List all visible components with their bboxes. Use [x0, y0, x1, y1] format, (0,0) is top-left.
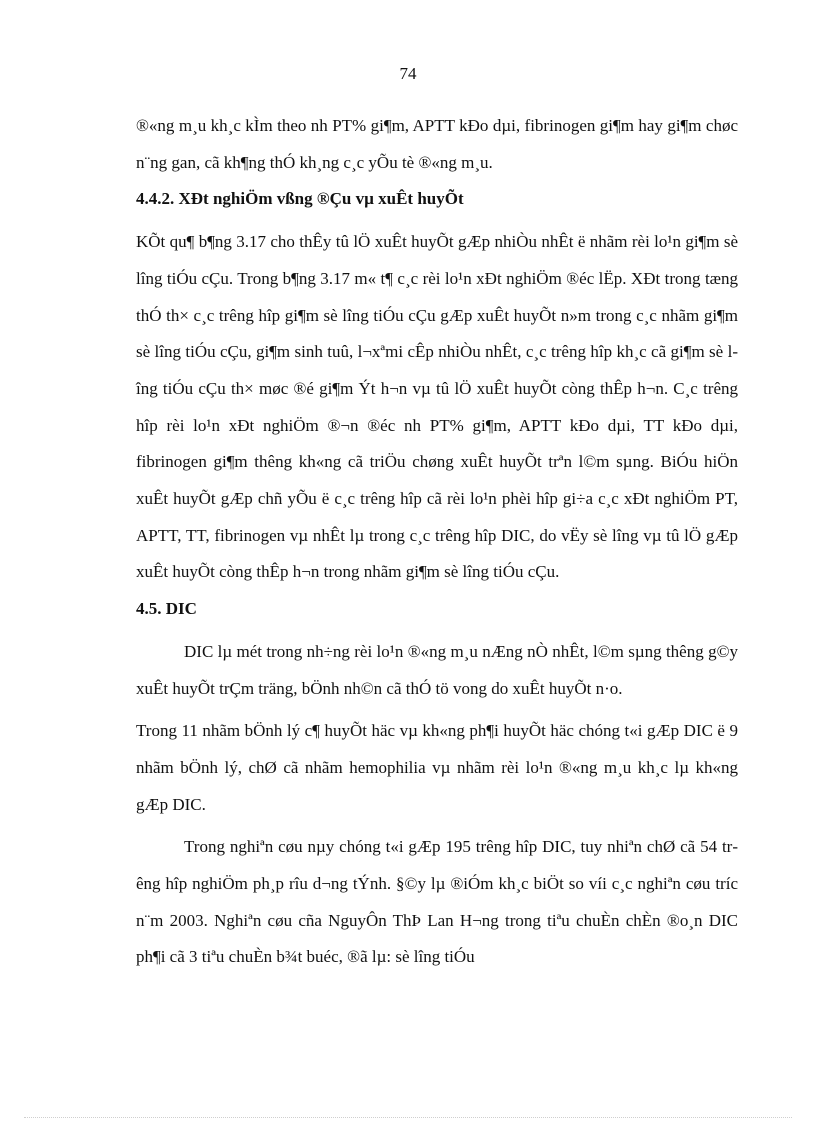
paragraph-dic-intro: DIC lµ mét trong nh÷ng rèi lo¹n ®«ng m¸u nÆng nÒ nhÊt, l©m sµng thêng g©y xuÊt huyÕt trÇm träng, bÖnh nh©n cã thÓ tö vong do xuÊt huyÕt n·o.: [136, 641, 738, 698]
page-number: 74: [399, 64, 417, 83]
page-bottom-rule: [24, 1117, 792, 1118]
paragraph-dic-study: Trong nghiªn cøu nµy chóng t«i gÆp 195 trêng hîp DIC, tuy nhiªn chØ cã 54 trêng hîp nghiÖm ph¸p rîu d¬ng tÝnh. §©y lµ ®iÓm kh¸c biÖt so víi c¸c nghiªn cøu tríc n¨m 2003. Nghiªn cøu cña NguyÔn ThÞ Lan H¬ng trong tiªu chuÈn chÈn ®o¸n DIC ph¶i cã 3 tiªu chuÈn b¾t buéc, ®ã lµ: sè lîng tiÓu: [136, 837, 738, 967]
section-heading-4-5: 4.5. DIC: [136, 599, 197, 619]
paragraph-bleeding-tests: KÕt qu¶ b¶ng 3.17 cho thÊy tû lÖ xuÊt huyÕt gÆp nhiÒu nhÊt ë nhãm rèi lo¹n gi¶m sè lîng tiÓu cÇu. Trong b¶ng 3.17 m« t¶ c¸c rèi lo¹n xÐt nghiÖm ®éc lËp. XÐt trong tæng thÓ th× c¸c trêng hîp gi¶m sè lîng tiÓu cÇu gÆp xuÊt huyÕt n»m trong c¸c nhãm gi¶m sè lîng tiÓu cÇu, gi¶m sinh tuû, l¬xªmi cÊp nhiÒu nhÊt, c¸c trêng hîp kh¸c cã gi¶m sè lîng tiÓu cÇu th× møc ®é gi¶m Ýt h¬n vµ tû lÖ xuÊt huyÕt còng thÊp h¬n. C¸c trêng hîp rèi lo¹n xÐt nghiÖm ®¬n ®éc nh PT% gi¶m, APTT kÐo dµi, TT kÐo dµi, fibrinogen gi¶m thêng kh«ng cã triÖu chøng xuÊt huyÕt trªn l©m sµng. BiÓu hiÖn xuÊt huyÕt gÆp chñ yÕu ë c¸c trêng hîp cã rèi lo¹n phèi hîp gi÷a c¸c xÐt nghiÖm PT, APTT, TT, fibrinogen vµ nhÊt lµ trong c¸c trêng hîp DIC, do vËy sè lîng vµ tû lÖ gÆp xuÊt huyÕt còng thÊp h¬n trong nhãm gi¶m sè lîng tiÓu cÇu.: [136, 232, 738, 582]
paragraph-continued: ®«ng m¸u kh¸c kÌm theo nh PT% gi¶m, APTT kÐo dµi, fibrinogen gi¶m hay gi¶m chøc n¨ng gan, cã kh¶ng thÓ kh¸ng c¸c yÕu tè ®«ng m¸u.: [136, 116, 738, 172]
page-body: [136, 108, 738, 976]
paragraph-dic-groups: Trong 11 nhãm bÖnh lý c¶ huyÕt häc vµ kh«ng ph¶i huyÕt häc chóng t«i gÆp DIC ë 9 nhãm bÖnh lý, chØ cã nhãm hemophilia vµ nhãm rèi lo¹n ®«ng m¸u kh¸c lµ kh«ng gÆp DIC.: [136, 721, 738, 814]
section-heading-4-4-2: 4.4.2. XÐt nghiÖm vßng ®Çu vµ xuÊt huyÕt: [136, 189, 464, 209]
